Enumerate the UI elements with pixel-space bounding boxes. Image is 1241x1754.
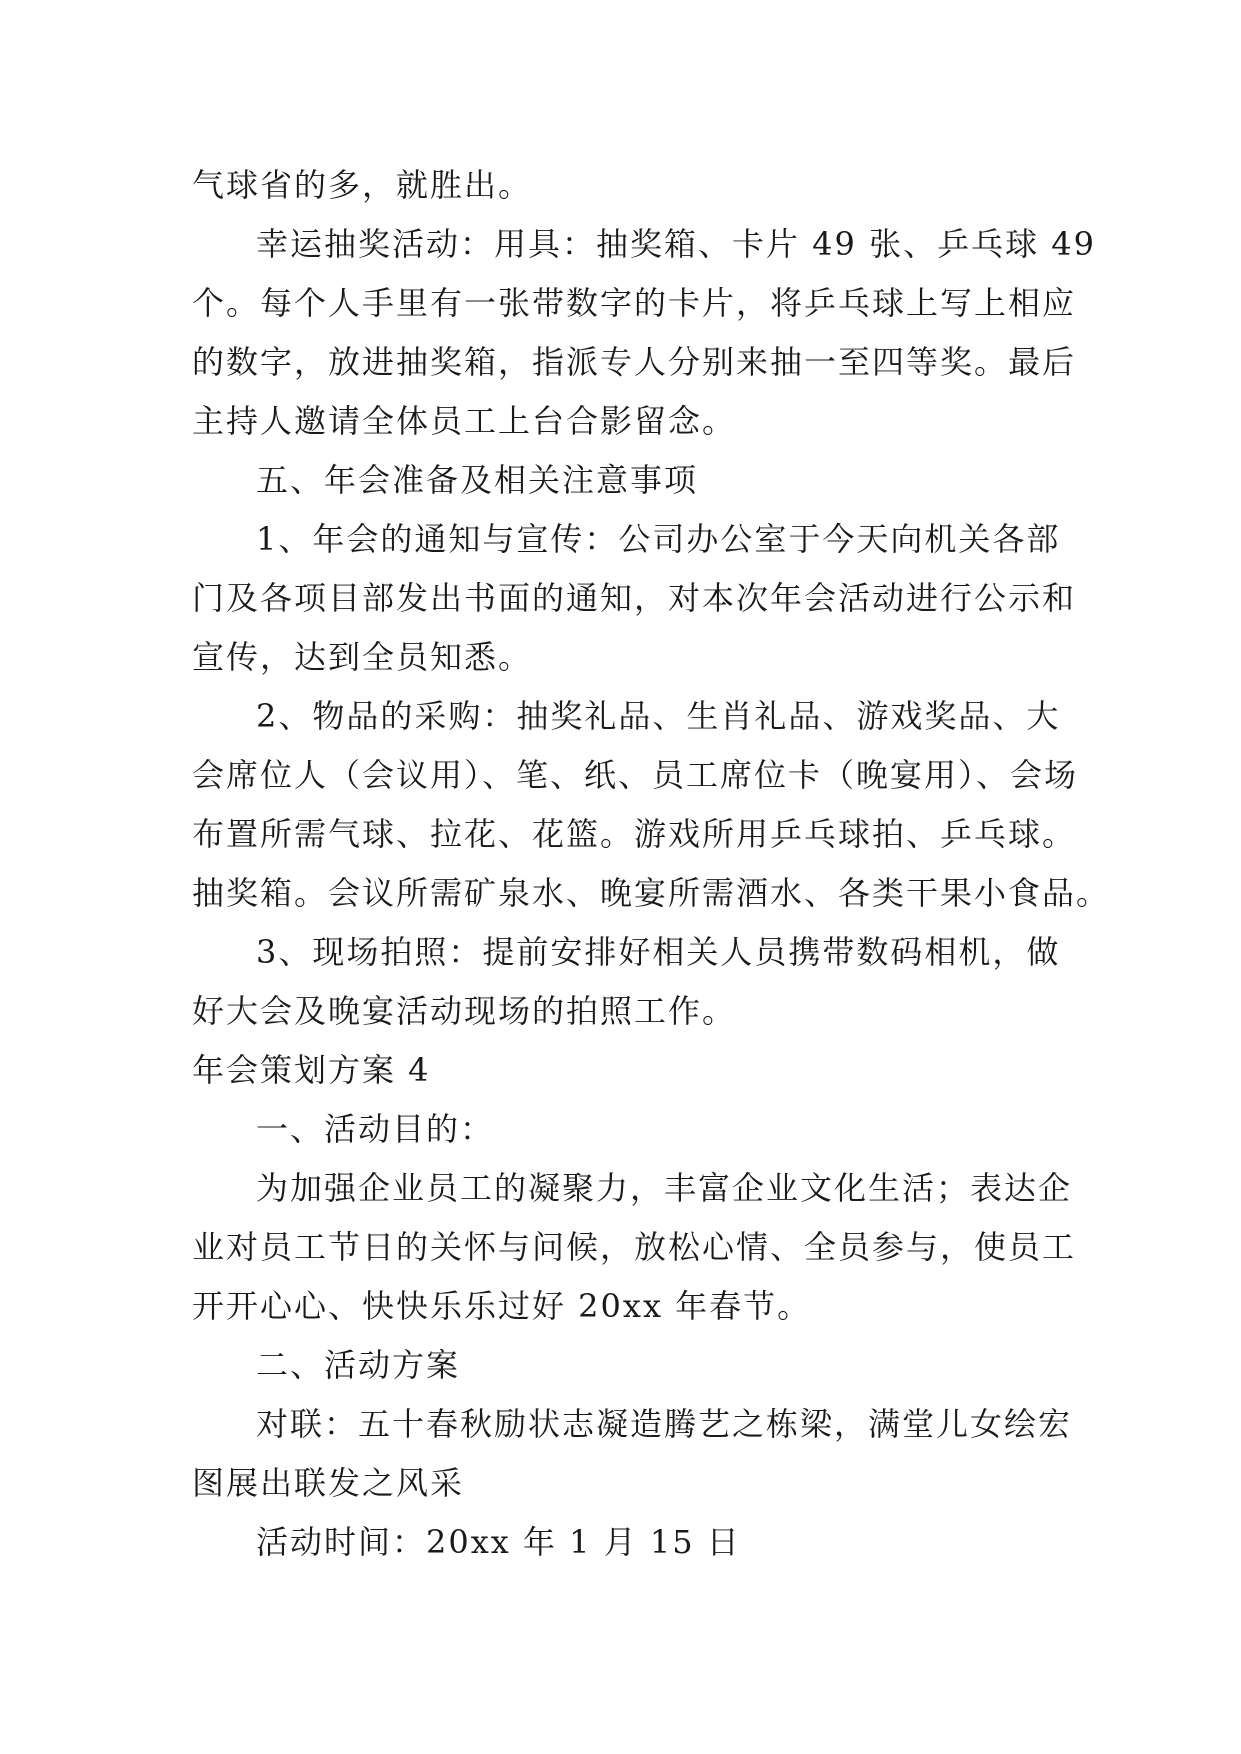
paragraph-line: 活动时间：20xx 年 1 月 15 日 bbox=[256, 1523, 741, 1561]
section-heading: 一、活动目的： bbox=[256, 1110, 495, 1148]
paragraph-line: 门及各项目部发出书面的通知，对本次年会活动进行公示和 bbox=[192, 579, 1077, 617]
paragraph-line: 开开心心、快快乐乐过好 20xx 年春节。 bbox=[192, 1287, 812, 1325]
paragraph-line: 宣传，达到全员知悉。 bbox=[192, 638, 533, 676]
paragraph-line: 个。每个人手里有一张带数字的卡片，将乒乓球上写上相应 bbox=[192, 284, 1077, 322]
paragraph-line: 抽奖箱。会议所需矿泉水、晚宴所需酒水、各类干果小食品。 bbox=[192, 874, 1111, 912]
paragraph-line: 幸运抽奖活动：用具：抽奖箱、卡片 49 张、乒乓球 49 bbox=[256, 225, 1096, 263]
paragraph-line: 会席位人（会议用）、笔、纸、员工席位卡（晚宴用）、会场 bbox=[192, 756, 1079, 794]
paragraph-line: 对联：五十春秋励状志凝造腾艺之栋梁，满堂儿女绘宏 bbox=[256, 1405, 1073, 1443]
paragraph-line: 气球省的多，就胜出。 bbox=[192, 166, 533, 204]
paragraph-line: 3、现场拍照：提前安排好相关人员携带数码相机，做 bbox=[256, 933, 1061, 971]
paragraph-line: 好大会及晚宴活动现场的拍照工作。 bbox=[192, 992, 737, 1030]
paragraph-line: 2、物品的采购：抽奖礼品、生肖礼品、游戏奖品、大 bbox=[256, 697, 1061, 735]
document-title: 年会策划方案 4 bbox=[192, 1051, 431, 1089]
paragraph-line: 业对员工节日的关怀与问候，放松心情、全员参与，使员工 bbox=[192, 1228, 1077, 1266]
paragraph-line: 布置所需气球、拉花、花篮。游戏所用乒乓球拍、乒乓球。 bbox=[192, 815, 1077, 853]
paragraph-line: 主持人邀请全体员工上台合影留念。 bbox=[192, 402, 737, 440]
section-heading: 二、活动方案 bbox=[256, 1346, 461, 1384]
paragraph-line: 为加强企业员工的凝聚力，丰富企业文化生活；表达企 bbox=[256, 1169, 1073, 1207]
section-heading: 五、年会准备及相关注意事项 bbox=[256, 461, 699, 499]
paragraph-line: 图展出联发之风采 bbox=[192, 1464, 465, 1502]
paragraph-line: 的数字，放进抽奖箱，指派专人分别来抽一至四等奖。最后 bbox=[192, 343, 1077, 381]
paragraph-line: 1、年会的通知与宣传：公司办公室于今天向机关各部 bbox=[256, 520, 1061, 558]
